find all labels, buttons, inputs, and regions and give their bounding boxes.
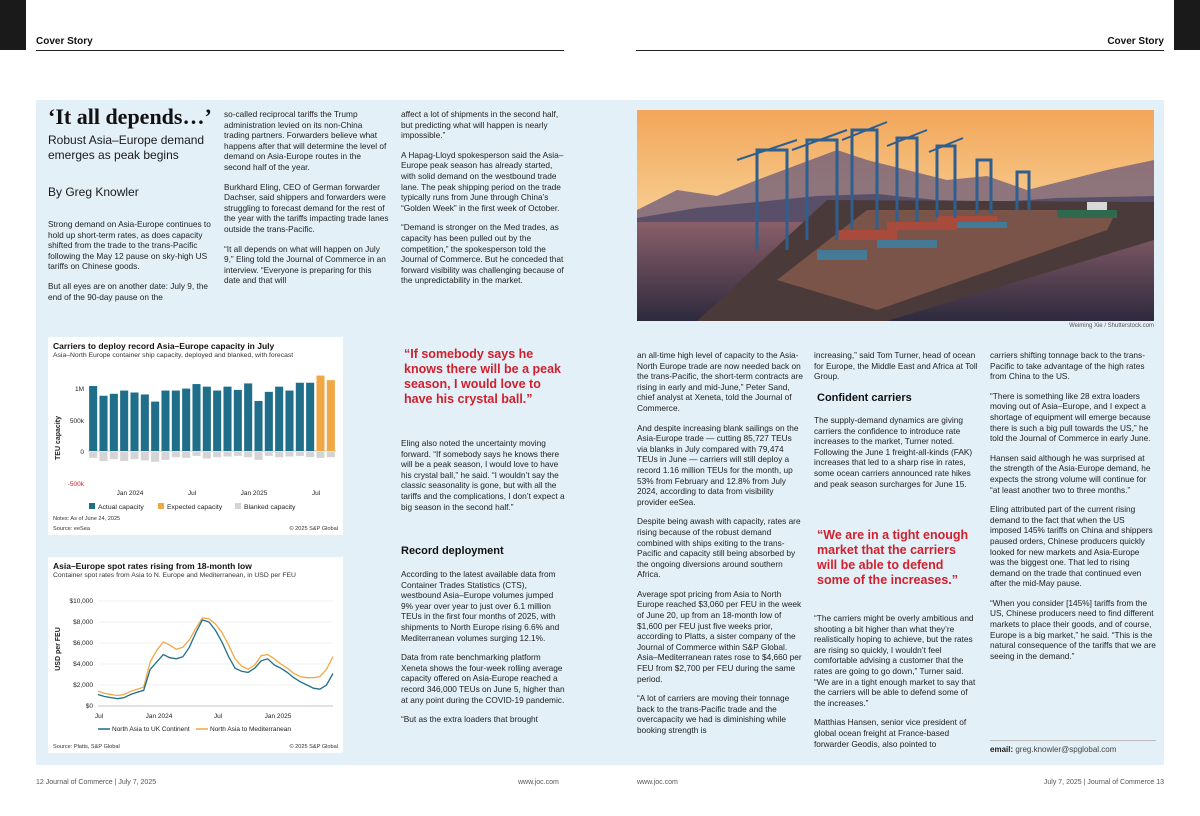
bar-blanked <box>327 452 335 457</box>
paragraph: According to the latest available data from Container Trades Statistics (CTS), westbound Asia–Europe volumes jumped 9% year over year to just over 6.1 million TEUs in the first four months of 2025, with shipments to North Europe rising 6.6% and Mediterranean volumes surging 12.1%. <box>401 569 560 643</box>
paragraph: “There is something like 28 extra loaders moving out of Asia–Europe, and I expect a shortage of equipment will emerge because there is such a big pull towards the US,” he told the Journal of Commerce in early June. <box>990 390 1151 444</box>
bar-blanked <box>182 452 190 458</box>
subhead: Confident carriers <box>817 392 912 404</box>
bar-blanked <box>275 452 283 457</box>
paragraph: And despite increasing blank sailings on the Asia-Europe trade — cutting 85,727 TEUs via blanks in July compared with 79,474 TEUs in June — carriers will still deploy a record 1.16 million TEUs for the month, up 53% from February and 12.8% from July 2024, according to data from visibility provider eeSea. <box>637 422 799 507</box>
x-tick-label: Jan 2024 <box>145 713 173 720</box>
footer-url-left[interactable]: www.joc.com <box>518 779 559 786</box>
bar-actual <box>306 383 314 451</box>
chart-title: Carriers to deploy record Asia–Europe capacity in July <box>53 341 275 351</box>
y-tick-label: 0 <box>80 449 84 456</box>
legend-swatch-actual <box>89 503 95 509</box>
bar-blanked <box>244 452 252 457</box>
chart-title: Asia–Europe spot rates rising from 18-month low <box>53 561 252 571</box>
paragraph: “It all depends on what will happen on July 9,” Eling told the Journal of Commerce in an interview. “Everyone is preparing for this date and that will <box>224 243 386 286</box>
bar-actual <box>141 394 149 451</box>
bar-blanked <box>172 452 180 457</box>
bar-actual <box>203 387 211 451</box>
spot-rates-chart <box>48 557 343 753</box>
byline: By Greg Knowler <box>48 185 139 199</box>
bar-actual <box>182 389 190 451</box>
bar-blanked <box>120 452 128 461</box>
x-tick-label: Jul <box>187 490 197 497</box>
paragraph: so-called reciprocal tariffs the Trump administration levied on its non-China trading partners. Forwarders believe what happens after that will determine the level of demand on Asia-Europe routes in the second half of the year. <box>224 109 387 172</box>
bar-blanked <box>213 452 221 457</box>
bar-blanked <box>130 452 138 459</box>
chart-subtitle: Asia–North Europe container ship capacity, deployed and blanked, with forecast <box>53 352 294 359</box>
email-link[interactable]: greg.knowler@spglobal.com <box>1015 745 1117 754</box>
paragraph: Strong demand on Asia-Europe continues to hold up short-term rates, as does capacity shifted from the trade to the trans-Pacific following the May 12 pause on sky-high US tariffs on Chinese goods. <box>48 219 211 272</box>
bar-blanked <box>141 452 149 460</box>
paragraph: “When you consider [145%] tariffs from the US, Chinese producers need to find different markets to place their goods, and of course, Europe is a big market,” he said. “This is the natural consequence of the tariffs that we are seeing in the demand.” <box>990 597 1156 661</box>
bar-actual <box>172 391 180 451</box>
chart-copyright: © 2025 S&P Global <box>289 526 338 532</box>
paragraph: Hansen said although he was surprised at the strength of the Asia-Europe demand, he expects the strong volume will continue for “at least another two to three months.” <box>990 452 1151 495</box>
chart-source: Source: Platts, S&P Global <box>53 744 120 750</box>
paragraph: “But as the extra loaders that brought <box>401 714 538 725</box>
email-label: email: <box>990 745 1014 754</box>
subhead: Record deployment <box>401 545 504 557</box>
paragraph: “Demand is stronger on the Med trades, as capacity has been pulled out by the competition,” the spokesperson told the Journal of Commerce. But he conceded that forward visibility was challenging because of the unpredictability in the market. <box>401 222 564 286</box>
bar-actual <box>285 391 293 451</box>
legend-label: North Asia to UK Continent <box>112 726 190 733</box>
bar-actual <box>110 394 118 451</box>
paragraph: But all eyes are on another date: July 9, the end of the 90-day pause on the <box>48 280 209 302</box>
legend-label: North Asia to Mediterranean <box>210 726 291 733</box>
chart-notes: Notes: As of June 24, 2025 <box>53 516 121 522</box>
y-tick-label: $4,000 <box>73 661 93 668</box>
chart-source: Source: eeSea <box>53 526 91 532</box>
paragraph: affect a lot of shipments in the second half, but predicting what will happen is nearly impossible.” <box>401 109 559 141</box>
column-5-bottom <box>814 613 980 758</box>
y-tick-label: $0 <box>85 703 93 710</box>
x-tick-label: Jul <box>213 713 223 720</box>
author-email <box>990 745 1116 754</box>
footer-url-right[interactable]: www.joc.com <box>637 779 678 786</box>
section-label-left: Cover Story <box>36 36 93 47</box>
chart-subtitle: Container spot rates from Asia to N. Europe and Mediterranean, in USD per FEU <box>53 572 296 579</box>
column-4 <box>637 350 803 745</box>
paragraph: The supply-demand dynamics are giving carriers the confidence to introduce rate increases to the market, Turner noted. Following the June 1 freight-all-kinds (FAK) increases that led to a sharp rise in rates, some ocean carriers announced rate hikes and peak season surcharges for June 15. <box>814 415 973 489</box>
paragraph: carriers shifting tonnage back to the trans-Pacific to take advantage of the high rates from China to the US. <box>990 350 1145 382</box>
x-tick-label: Jul <box>311 490 321 497</box>
paragraph: Burkhard Eling, CEO of German forwarder Dachser, said shippers and forwarders were struggling to forecast demand for the rest of the year with the tariffs impacting trade lanes outside the trans-Pacific. <box>224 181 389 234</box>
bar-actual <box>254 401 262 451</box>
photo-credit: Weiming Xie / Shutterstock.com <box>1069 323 1154 329</box>
y-tick-label: $2,000 <box>73 682 93 689</box>
column-1 <box>48 219 212 311</box>
paragraph: Eling also noted the uncertainty moving forward. “If somebody says he knows there will be a peak season, I would love to have his crystal ball,” he said. “I wouldn’t say the classic seasonality is gone, but with all the tariffs and the complications, I don’t expect a big season in the second half.” <box>401 438 565 512</box>
bar-blanked <box>316 452 324 458</box>
y-axis-label: USD per FEU <box>55 627 62 671</box>
bar-actual <box>223 387 231 451</box>
bar-blanked <box>223 452 231 457</box>
bar-blanked <box>151 452 159 462</box>
bar-blanked <box>110 452 118 459</box>
bar-actual <box>99 396 107 451</box>
page-tab-left <box>0 0 26 50</box>
bar-blanked <box>296 452 304 456</box>
paragraph: Average spot pricing from Asia to North Europe reached $3,060 per FEU in the week of June 20, up from an 18-month low of $1,600 per FEU just five weeks prior, according to Platts, a sister company of the Journal of Commerce within S&P Global. Asia–Mediterranean rates rose to $4,660 per FEU from $2,700 per FEU during the same period. <box>637 588 802 684</box>
column-5 <box>814 350 980 391</box>
section-label-right: Cover Story <box>1107 36 1164 47</box>
capacity-chart-plot <box>48 353 343 535</box>
y-tick-label: 500k <box>69 418 84 425</box>
bar-blanked <box>203 452 211 459</box>
bar-expected <box>316 376 324 451</box>
bar-actual <box>265 392 273 451</box>
bar-actual <box>296 383 304 451</box>
headline: ‘It all depends…’ <box>48 104 212 129</box>
x-tick-label: Jan 2025 <box>264 713 292 720</box>
bar-blanked <box>254 452 262 460</box>
port-photo <box>637 110 1154 321</box>
y-tick-label: 1M <box>74 386 84 393</box>
legend-swatch-expected <box>158 503 164 509</box>
y-tick-label: $8,000 <box>73 619 93 626</box>
x-tick-label: Jan 2024 <box>116 490 144 497</box>
column-3-lower <box>401 438 567 521</box>
paragraph: “A lot of carriers are moving their tonnage back to the trans-Pacific trade and the overcapacity we had is diminishing while booking strength is <box>637 693 790 735</box>
deck: Robust Asia–Europe demand emerges as peak begins <box>48 133 205 162</box>
y-axis-label: TEU capacity <box>55 416 62 460</box>
paragraph: “The carriers might be overly ambitious and shooting a bit higher than what they’re realistically hoping to achieve, but the rates are rising so quickly, I wouldn’t feel comfortable advising a customer that the rates are going to go down,” Turner said. “We are in a tight enough market to say that the carriers will be able to defend some of the increases.” <box>814 613 976 708</box>
legend-label: Actual capacity <box>98 504 144 511</box>
bar-actual <box>213 391 221 451</box>
paragraph: Eling attributed part of the current rising demand to the fact that when the US imposed 145% tariffs on China and shippers paused orders, Chinese producers quickly looked for new markets and Asia-Europe was the biggest one. That led to rising demand on the trade that continued even after the mid-May pause. <box>990 504 1153 589</box>
bar-blanked <box>285 452 293 457</box>
y-tick-label: -500k <box>67 481 84 488</box>
capacity-chart <box>48 337 343 535</box>
bar-actual <box>130 393 138 452</box>
pull-quote: “We are in a tight enough market that the carriers will be able to defend some of the increases.” <box>817 528 969 587</box>
line-uk-continent <box>98 620 333 699</box>
column-3 <box>401 109 567 295</box>
x-tick-label: Jul <box>94 713 104 720</box>
bar-blanked <box>306 452 314 457</box>
legend-label: Blanked capacity <box>244 504 296 511</box>
footer-right: July 7, 2025 | Journal of Commerce 13 <box>1043 779 1164 786</box>
header-rule-right <box>636 50 1164 51</box>
bar-blanked <box>192 452 200 456</box>
spot-rates-chart-plot <box>48 577 343 753</box>
legend-swatch-blanked <box>235 503 241 509</box>
paragraph: increasing,” said Tom Turner, head of ocean for Europe, the Middle East and Africa at Toll Group. <box>814 350 978 382</box>
bar-blanked <box>89 452 97 458</box>
bar-actual <box>89 386 97 451</box>
y-tick-label: $10,000 <box>69 598 93 605</box>
footer-left: 12 Journal of Commerce | July 7, 2025 <box>36 779 157 786</box>
bar-actual <box>244 383 252 451</box>
bar-blanked <box>99 452 107 461</box>
header-rule-left <box>36 50 564 51</box>
legend-label: Expected capacity <box>167 504 223 511</box>
email-rule <box>990 740 1156 741</box>
bar-blanked <box>234 452 242 456</box>
paragraph: A Hapag-Lloyd spokesperson said the Asia–Europe peak season has already started, with solid demand on the westbound trade lane. The peak shipping period on the trade typically runs from June through China’s “Golden Week” in the first week of October. <box>401 149 564 213</box>
column-6 <box>990 350 1156 670</box>
column-3-bottom <box>401 569 567 734</box>
x-tick-label: Jan 2025 <box>240 490 268 497</box>
paragraph: Despite being awash with capacity, rates are rising because of the robust demand combined with ships exiting to the trans-Pacific and capacity still being absorbed by the ongoing diversions around southern Africa. <box>637 516 801 580</box>
bar-actual <box>192 384 200 451</box>
bar-actual <box>234 390 242 451</box>
y-tick-label: $6,000 <box>73 640 93 647</box>
paragraph: Data from rate benchmarking platform Xeneta shows the four-week rolling average capacity offered on Asia-Europe reached a record 346,000 TEUs on June 5, higher than at any point during the COVID-19 pandemic. <box>401 652 565 705</box>
pull-quote: “If somebody says he knows there will be a peak season, I would love to have his crystal ball.” <box>404 347 562 406</box>
paragraph: an all-time high level of capacity to the Asia-North Europe trade are now needed back on the trans-Pacific, the short-term contracts are rising in early and mid-June,” Peter Sand, chief analyst at Xeneta, told the Journal of Commerce. <box>637 350 803 413</box>
bar-actual <box>120 391 128 451</box>
chart-copyright: © 2025 S&P Global <box>289 744 338 750</box>
bar-actual <box>275 387 283 451</box>
bar-blanked <box>265 452 273 456</box>
paragraph: Matthias Hansen, senior vice president of global ocean freight at France-based forwarder Geodis, also pointed to <box>814 717 967 749</box>
bar-expected <box>327 380 335 451</box>
bar-actual <box>161 391 169 451</box>
bar-blanked <box>161 452 169 460</box>
page-tab-right <box>1174 0 1200 50</box>
column-2 <box>224 109 390 295</box>
column-5-middle <box>814 415 980 498</box>
bar-actual <box>151 402 159 451</box>
